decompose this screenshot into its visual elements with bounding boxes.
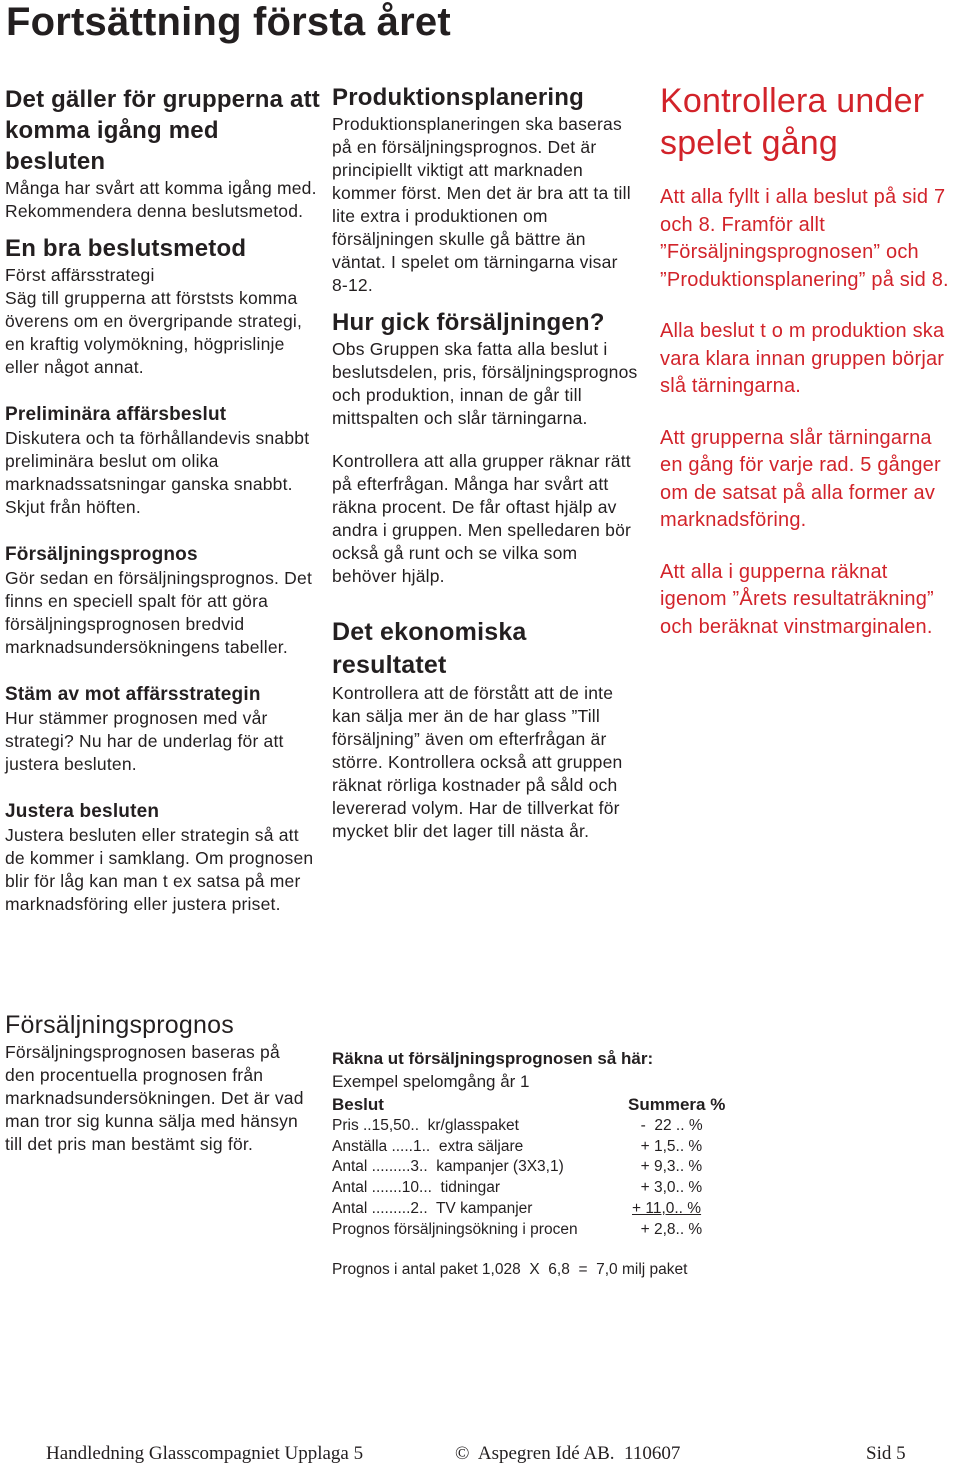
- forecast-text: Gör sedan en försäljningsprognos. Det finns en speciell spalt för att göra försäljningsprognosen bredvid marknadsundersökningens tabeller.: [5, 568, 313, 657]
- forecast2-heading: Försäljningsprognos: [5, 1011, 234, 1039]
- calc-row-label: Pris ..15,50.. kr/glasspaket: [332, 1117, 519, 1134]
- forecast2-text: Försäljningsprognosen baseras på den procentuella prognosen från marknadsundersökningen. Det är vad man tror sig kunna sälja med hänsyn till det pris man bestämt sig för.: [5, 1042, 304, 1154]
- calc-column-headers: [332, 1093, 752, 1116]
- intro-text: Många har svårt att komma igång med. Rekommendera denna beslutsmetod.: [5, 178, 317, 221]
- calc-row-label: Anställa .....1.. extra säljare: [332, 1137, 524, 1155]
- prod-heading: Produktionsplanering: [332, 84, 585, 111]
- forecast-calculation: [332, 1048, 752, 1280]
- middle-column: [332, 82, 638, 843]
- check-text: Hur stämmer prognosen med vår strategi? Nu har de underlag för att justera besluten.: [5, 708, 284, 774]
- sales-text-2: Kontrollera att alla grupper räknar rätt på efterfrågan. Många har svårt att räkna procent. De får oftast hjälp av andra i gruppen. Men spelledaren bör också gå runt och se vilka som behöver hjälp.: [332, 451, 632, 586]
- prelim-heading: Preliminära affärsbeslut: [5, 404, 227, 425]
- calc-row-value: + 2,8.. %: [632, 1220, 703, 1238]
- econ-heading: Det ekonomiska resultatet: [332, 618, 527, 679]
- method-heading: En bra beslutsmetod: [5, 235, 247, 262]
- calc-heading: Räkna ut försäljningsprognosen så här:: [332, 1049, 654, 1068]
- calc-row-label: Antal .........3.. kampanjer (3X3,1): [332, 1158, 564, 1176]
- adjust-heading: Justera besluten: [5, 801, 160, 822]
- method-subheading: Först affärsstrategi: [5, 265, 155, 285]
- left-column: [5, 84, 320, 916]
- calc-row: [332, 1137, 752, 1158]
- control-heading: Kontrollera under spelet gång: [660, 82, 925, 162]
- right-column: [660, 80, 960, 641]
- calc-col-sum: Summera %: [628, 1095, 726, 1114]
- sales-text: Obs Gruppen ska fatta alla beslut i beslutsdelen, pris, försäljningsprognos och produktion, innan de går till mittspalten och slår tärningarna.: [332, 339, 638, 428]
- footer-left: Handledning Glasscompagniet Upplaga 5: [46, 1443, 364, 1464]
- calc-row: [332, 1116, 752, 1137]
- calc-row-value: + 1,5.. %: [632, 1137, 703, 1155]
- prelim-text: Diskutera och ta förhållandevis snabbt preliminära beslut om olika marknadssatsningar ganska snabbt. Skjut från höften.: [5, 428, 310, 517]
- calc-row-value: + 9,3.. %: [632, 1158, 703, 1176]
- method-text: Säg till grupperna att förststs komma överens om en övergripande strategi, en kraftig volymökning, högprislinje eller något annat.: [5, 288, 303, 377]
- calc-row-value: + 11,0.. %: [632, 1199, 702, 1217]
- calc-row-label: Antal .......10... tidningar: [332, 1179, 501, 1197]
- calc-subheading: Exempel spelomgång år 1: [332, 1072, 530, 1091]
- calc-row: [332, 1178, 752, 1199]
- calc-row-label: Prognos försäljningsökning i procen: [332, 1220, 578, 1238]
- footer-page-number: Sid 5: [866, 1443, 906, 1464]
- left-lower-section: [5, 1010, 310, 1156]
- control-point-4: Att alla i gupperna räknat igenom ”Årets resultaträkning” och beräknat vinstmarginalen.: [660, 560, 934, 638]
- calc-row: [332, 1199, 752, 1220]
- calc-row-value: - 22 .. %: [632, 1117, 703, 1134]
- calc-row: [332, 1157, 752, 1178]
- control-point-1: Att alla fyllt i alla beslut på sid 7 och 8. Framför allt ”Försäljningsprognosen” och ”Produktionsplanering” på sid 8.: [660, 186, 949, 291]
- control-point-3: Att grupperna slår tärningarna en gång för varje rad. 5 gånger om de satsat på alla former av marknadsföring.: [660, 426, 941, 531]
- sales-heading: Hur gick försäljningen?: [332, 309, 605, 336]
- calc-col-label: Beslut: [332, 1095, 384, 1114]
- calc-result: Prognos i antal paket 1,028 X 6,8 = 7,0 milj paket: [332, 1261, 688, 1279]
- check-heading: Stäm av mot affärsstrategin: [5, 684, 261, 705]
- adjust-text: Justera besluten eller strategin så att de kommer i samklang. Om prognosen blir för låg kan man t ex satsa på mer marknadsföring eller justera priset.: [5, 825, 314, 914]
- calc-row-label: Antal .........2.. TV kampanjer: [332, 1199, 533, 1217]
- page-title: Fortsättning första året: [6, 0, 451, 44]
- control-point-2: Alla beslut t o m produktion ska vara klara innan gruppen börjar slå tärningarna.: [660, 320, 945, 397]
- intro-heading: Det gäller för grupperna att komma igång med besluten: [5, 86, 320, 175]
- footer-center: © Aspegren Idé AB. 110607: [455, 1443, 681, 1464]
- calc-row: [332, 1220, 752, 1241]
- calc-row-value: + 3,0.. %: [632, 1179, 703, 1197]
- econ-text: Kontrollera att de förstått att de inte kan sälja mer än de har glass ”Till försäljning” även om efterfrågan är större. Kontrollera också att gruppen räknat rörliga kostnader på såld och levererad volym. Har de tillverkat för mycket blir det lager till nästa år.: [332, 683, 623, 841]
- prod-text: Produktionsplaneringen ska baseras på en försäljningsprognos. Det är principiellt viktigt att marknaden kommer först. Men det är bra att ta till lite extra i produktionen om försäljningen skulle gå bättre än väntat. I spelet om tärningarna visar 8-12.: [332, 114, 631, 295]
- forecast-heading: Försäljningsprognos: [5, 544, 198, 565]
